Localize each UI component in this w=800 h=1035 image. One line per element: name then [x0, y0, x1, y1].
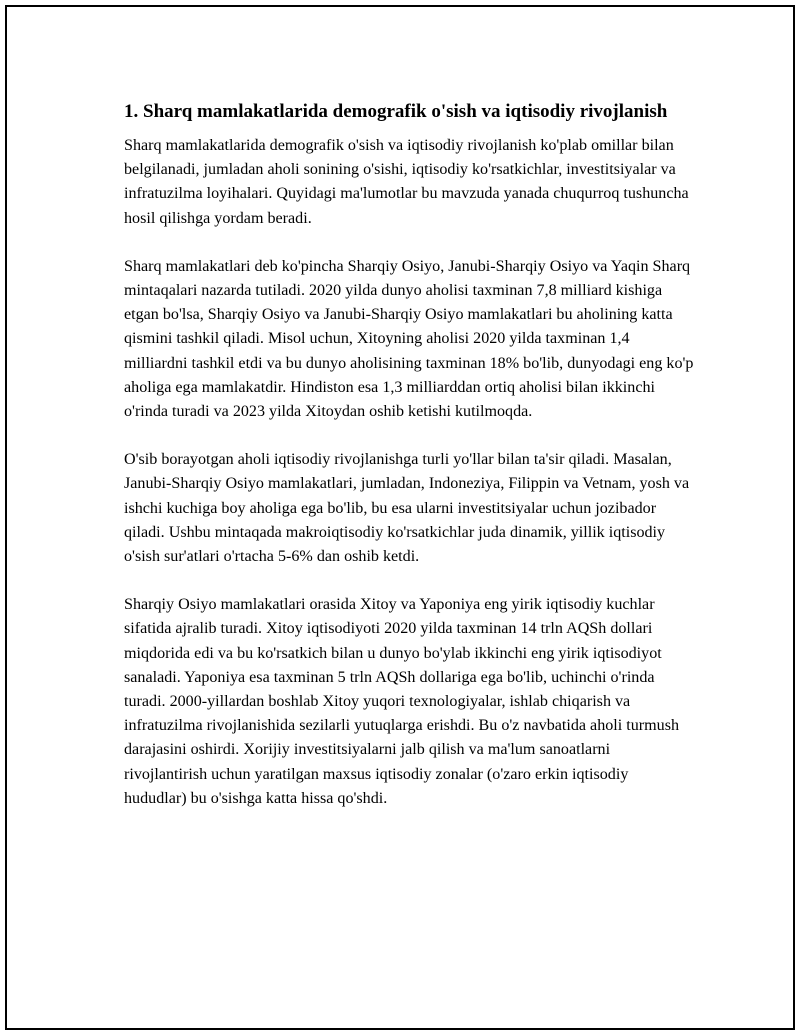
paragraph-economies: Sharqiy Osiyo mamlakatlari orasida Xitoy va Yaponiya eng yirik iqtisodiy kuchlar sifatida ajralib turadi. Xitoy iqtisodiyoti 2020 yilda taxminan 14 trln AQSh dollari miqdorida edi va bu ko'rsatkich bilan u dunyo bo'ylab ikkinchi eng yirik iqtisodiyot sanaladi. Yaponiya esa taxminan 5 trln AQSh dollariga ega bo'lib, uchinchi o'rinda turadi. 2000-yillardan boshlab Xitoy yuqori texnologiyalar, ishlab chiqarish va infratuzilma rivojlanishida sezilarli yutuqlarga erishdi. Bu o'z navbatida aholi turmush darajasini oshirdi. Xorijiy investitsiyalarni jalb qilish va ma'lum sanoatlarni rivojlantirish uchun yaratilgan maxsus iqtisodiy zonalar (o'zaro erkin iqtisodiy hududlar) bu o'sishga katta hissa qo'shdi.	[124, 596, 680, 807]
paragraph-population: Sharq mamlakatlari deb ko'pincha Sharqiy Osiyo, Janubi-Sharqiy Osiyo va Yaqin Sharq mintaqalari nazarda tutiladi. 2020 yilda dunyo aholisi taxminan 7,8 milliard kishiga etgan bo'lsa, Sharqiy Osiyo va Janubi-Sharqiy Osiyo mamlakatlari bu aholining katta qismini tashkil qiladi. Misol uchun, Xitoyning aholisi 2020 yilda taxminan 1,4 milliardni tashkil etdi va bu dunyo aholisining taxminan 18% bo'lib, dunyodagi eng ko'p aholiga ega mamlakatdir. Hindiston esa 1,3 milliarddan ortiq aholisi bilan ikkinchi o'rinda turadi va 2023 yilda Xitoydan oshib ketishi kutilmoqda.	[124, 257, 694, 421]
paragraph-intro: Sharq mamlakatlarida demografik o'sish va iqtisodiy rivojlanish ko'plab omillar bilan belgilanadi, jumladan aholi sonining o'sishi, iqtisodiy ko'rsatkichlar, investitsiyalar va infratuzilma loyihalari. Quyidagi ma'lumotlar bu mavzuda yanada chuqurroq tushuncha hosil qilishga yordam beradi.	[124, 137, 689, 227]
page-frame	[5, 5, 795, 1030]
section-title: 1. Sharq mamlakatlarida demografik o'sish va iqtisodiy rivojlanish	[124, 101, 668, 122]
document-body	[124, 99, 694, 835]
paragraph-growth-impact: O'sib borayotgan aholi iqtisodiy rivojlanishga turli yo'llar bilan ta'sir qiladi. Masalan, Janubi-Sharqiy Osiyo mamlakatlari, jumladan, Indoneziya, Filippin va Vetnam, yosh va ishchi kuchiga boy aholiga ega bo'lib, bu esa ularni investitsiyalar uchun jozibador qiladi. Ushbu mintaqada makroiqtisodiy ko'rsatkichlar juda dinamik, yillik iqtisodiy o'sish sur'atlari o'rtacha 5-6% dan oshib ketdi.	[124, 451, 690, 566]
paragraph-list	[124, 134, 694, 811]
